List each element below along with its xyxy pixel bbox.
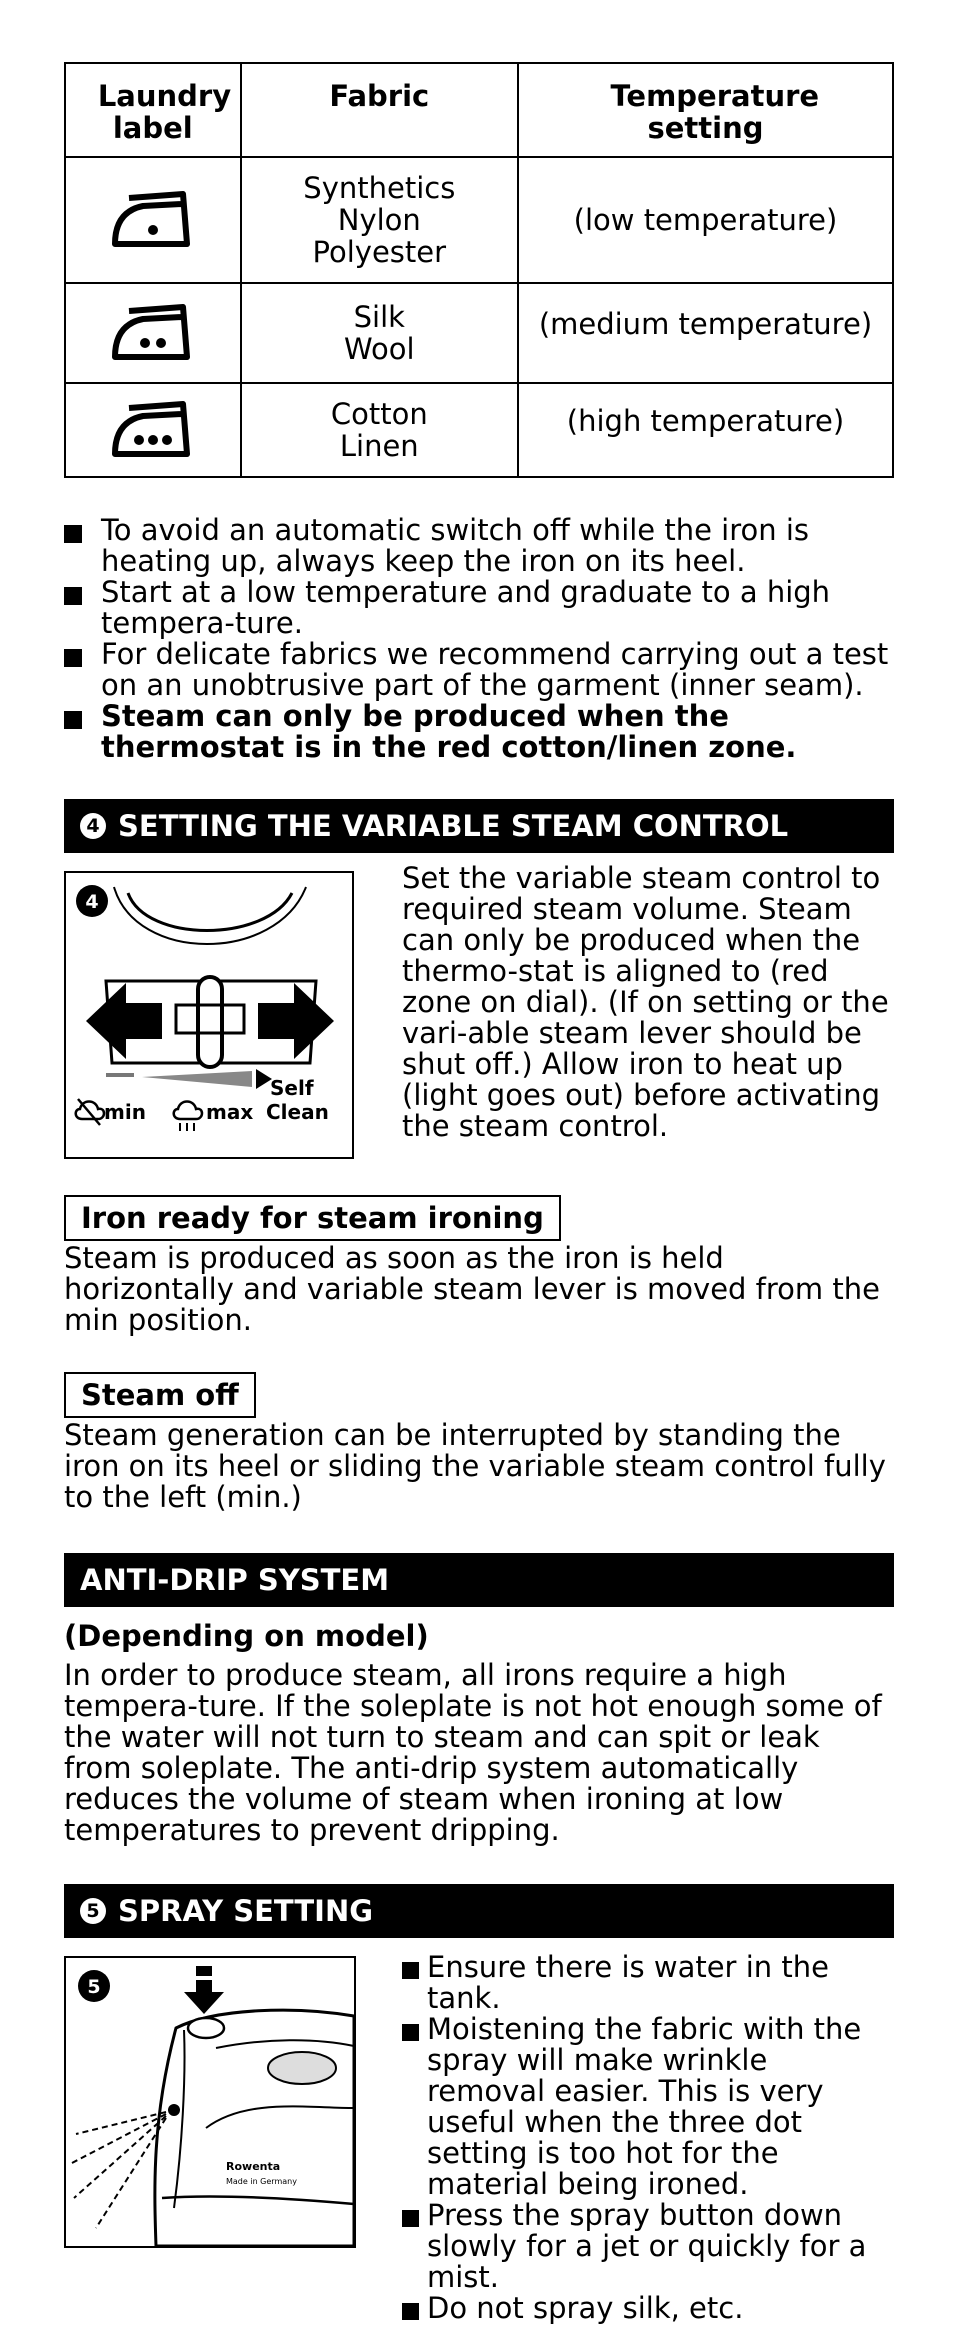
- anti-drip-text: In order to produce steam, all irons require a high tempera-ture. If the soleplate is not hot enough some of the water will not turn to steam and can spit or leak from soleplate. The anti-drip system automatically reduces the volume of steam when ironing at low temperatures to prevent dripping.: [64, 1658, 882, 1847]
- svg-text:Clean: Clean: [266, 1100, 329, 1124]
- steam-figure-row: [64, 861, 894, 1159]
- tips-list: [64, 515, 894, 763]
- spray-figure: [64, 1956, 356, 2248]
- section-header-steam: [64, 799, 894, 853]
- section-number: 4: [80, 813, 106, 839]
- svg-text:min: min: [104, 1100, 146, 1124]
- list-item: Press the spray button down slowly for a jet or quickly for a mist.: [402, 2200, 892, 2293]
- svg-text:4: 4: [85, 891, 99, 913]
- spray-figure-row: [64, 1950, 894, 2325]
- list-item: Steam can only be produced when the thermostat is in the red cotton/linen zone.: [64, 701, 894, 763]
- header-temperature-setting: Temperature setting: [518, 63, 893, 157]
- list-item: Ensure there is water in the tank.: [402, 1952, 892, 2014]
- steam-control-text: Set the variable steam control to required steam volume. Steam can only be produced when the thermo-stat is aligned to (red zone on dial). (If on setting or the vari-able steam lever should be shut off.) Allow iron to heat up (light goes out) before activating the steam control.: [402, 861, 889, 1143]
- header-laundry-label: Laundry label: [65, 63, 241, 157]
- svg-text:max: max: [206, 1100, 254, 1124]
- svg-text:Made in Germany: Made in Germany: [226, 2177, 297, 2186]
- setting-cell: (medium temperature): [518, 283, 893, 383]
- table-header-row: [65, 63, 893, 157]
- manual-page: [64, 62, 894, 2324]
- spray-illustration: [66, 1958, 354, 2246]
- list-item: Do not spray silk, etc.: [402, 2293, 892, 2324]
- list-item: Moistening the fabric with the spray will make wrinkle removal easier. This is very useful when the three dot setting is too hot for the material being ironed.: [402, 2014, 892, 2200]
- section-title: SPRAY SETTING: [118, 1894, 374, 1928]
- steam-off-label: Steam off: [64, 1372, 256, 1418]
- steam-off-text: Steam generation can be interrupted by standing the iron on its heel or sliding the variable steam control fully to the left (min.): [64, 1418, 886, 1514]
- list-item: For delicate fabrics we recommend carrying out a test on an unobtrusive part of the garment (inner seam).: [64, 639, 894, 701]
- header-fabric: Fabric: [241, 63, 518, 157]
- iron-three-dots-icon: [65, 383, 241, 477]
- spray-bullets: [402, 1952, 892, 2324]
- iron-ready-label: Iron ready for steam ironing: [64, 1195, 561, 1241]
- setting-cell: (high temperature): [518, 383, 893, 477]
- fabric-cell: Cotton Linen: [241, 383, 518, 477]
- steam-control-figure: [64, 871, 354, 1159]
- section-header-anti-drip: [64, 1553, 894, 1607]
- iron-ready-text: Steam is produced as soon as the iron is held horizontally and variable steam lever is moved from the min position.: [64, 1241, 880, 1337]
- svg-text:Rowenta: Rowenta: [226, 2160, 281, 2173]
- table-row: [65, 283, 893, 383]
- iron-one-dot-icon: [65, 157, 241, 283]
- temperature-table: [64, 62, 894, 478]
- anti-drip-subtitle: (Depending on model): [64, 1619, 429, 1653]
- section-number: 5: [80, 1898, 106, 1924]
- steam-control-illustration: [66, 873, 352, 1157]
- iron-two-dots-icon: [65, 283, 241, 383]
- table-row: [65, 383, 893, 477]
- setting-cell: (low temperature): [518, 157, 893, 283]
- svg-text:5: 5: [87, 1976, 101, 1998]
- fabric-cell: Synthetics Nylon Polyester: [241, 157, 518, 283]
- section-header-spray: [64, 1884, 894, 1938]
- fabric-cell: Silk Wool: [241, 283, 518, 383]
- section-title: SETTING THE VARIABLE STEAM CONTROL: [118, 809, 789, 843]
- list-item: To avoid an automatic switch off while the iron is heating up, always keep the iron on its heel.: [64, 515, 894, 577]
- table-row: [65, 157, 893, 283]
- section-title: ANTI-DRIP SYSTEM: [80, 1563, 390, 1597]
- svg-text:Self: Self: [270, 1076, 314, 1100]
- list-item: Start at a low temperature and graduate to a high tempera-ture.: [64, 577, 894, 639]
